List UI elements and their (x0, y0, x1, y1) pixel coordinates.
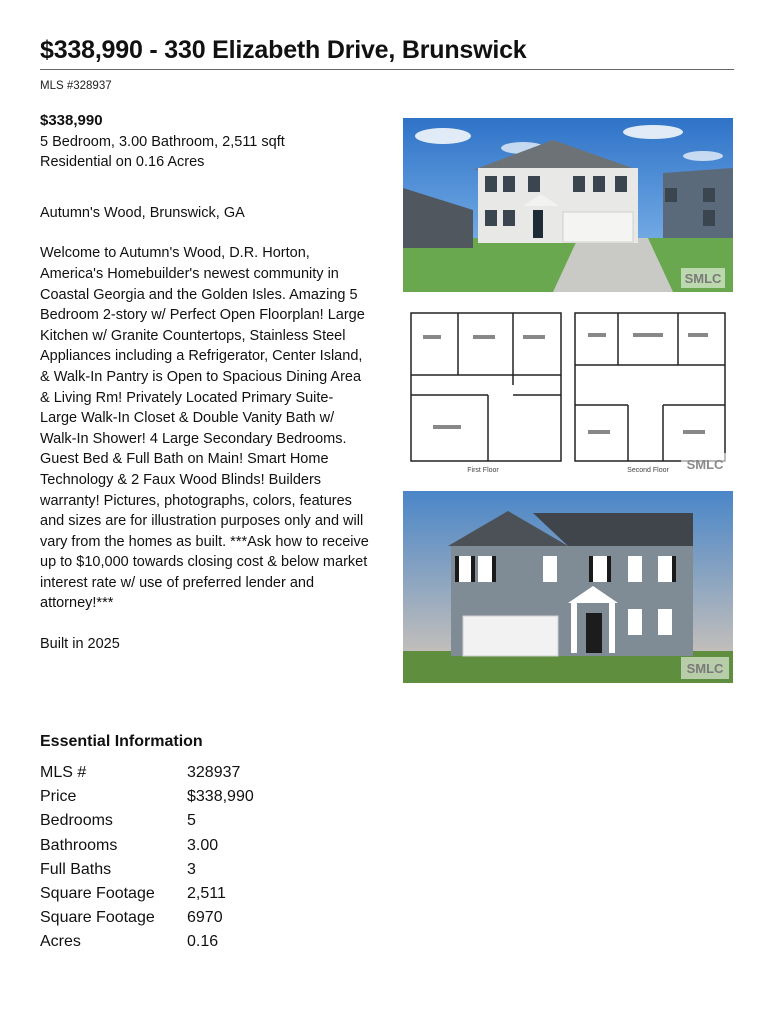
info-label: Bedrooms (40, 812, 113, 830)
info-label: Acres (40, 933, 81, 951)
info-value: 0.16 (187, 933, 219, 951)
info-row (40, 882, 254, 906)
plan-second-floor-label: Second Floor (627, 467, 669, 474)
summary-price: $338,990 (40, 112, 103, 129)
listing-summary (40, 111, 375, 655)
info-row (40, 785, 254, 809)
info-row (40, 761, 254, 785)
house-front-photo[interactable] (403, 118, 733, 292)
essential-info-table (40, 761, 254, 955)
floor-plan-image[interactable] (403, 305, 733, 479)
listing-description: Welcome to Autumn's Wood, D.R. Horton, America's Homebuilder's newest community in Coastal Georgia and the Golden Isles. Amazing 5 Bedroom 2-story w/ Perfect Open Floorplan! Large Kitchen w/ Granite Countertops, Stainless Steel Appliances including a Refrigerator, Center Island, & Walk-In Pantry is Open to Spacious Dining Area & Living Rm! Privately Located Primary Suite-Large Walk-In Closet & Double Vanity Bath w/ Walk-In Shower! 4 Large Secondary Bedrooms. Guest Bed & Full Bath on Main! Smart Home Technology & 2 Faux Wood Blinds! Builders warranty! Pictures, photographs, colors, features and sizes are for illustration purposes only and will vary from the homes as built. ***Ask how to receive up to $10,000 towards closing cost & below market interest rate w/ use of preferred lender and attorney!*** (40, 245, 369, 612)
info-row (40, 906, 254, 930)
info-value: 6970 (187, 909, 223, 927)
info-label: Square Footage (40, 885, 155, 903)
info-label: MLS # (40, 764, 87, 782)
info-label: Price (40, 788, 77, 806)
info-value: 2,511 (187, 885, 226, 903)
plan-first-floor-label: First Floor (467, 467, 499, 474)
summary-type-acres: Residential on 0.16 Acres (40, 154, 205, 171)
essential-info-title: Essential Information (40, 733, 203, 750)
info-value: 5 (187, 812, 196, 830)
watermark-3: SMLC (686, 661, 724, 676)
info-row (40, 834, 254, 858)
info-value: 3 (187, 860, 196, 878)
listing-title: $338,990 - 330 Elizabeth Drive, Brunswick (40, 36, 527, 64)
mls-number-line: MLS #328937 (40, 80, 112, 92)
info-row (40, 930, 254, 954)
info-value: 328937 (187, 764, 241, 782)
watermark-1: SMLC (684, 271, 722, 286)
info-label: Bathrooms (40, 836, 118, 854)
summary-location: Autumn's Wood, Brunswick, GA (40, 204, 245, 221)
watermark-2: SMLC (686, 457, 724, 472)
info-row (40, 809, 254, 833)
info-label: Square Footage (40, 909, 155, 927)
title-divider (40, 69, 734, 70)
built-year: Built in 2025 (40, 636, 120, 653)
info-label: Full Baths (40, 860, 112, 878)
info-row (40, 858, 254, 882)
house-rendering-photo[interactable] (403, 491, 733, 683)
summary-beds-baths-sqft: 5 Bedroom, 3.00 Bathroom, 2,511 sqft (40, 133, 285, 150)
info-value: 3.00 (187, 836, 219, 854)
info-value: $338,990 (187, 788, 254, 806)
